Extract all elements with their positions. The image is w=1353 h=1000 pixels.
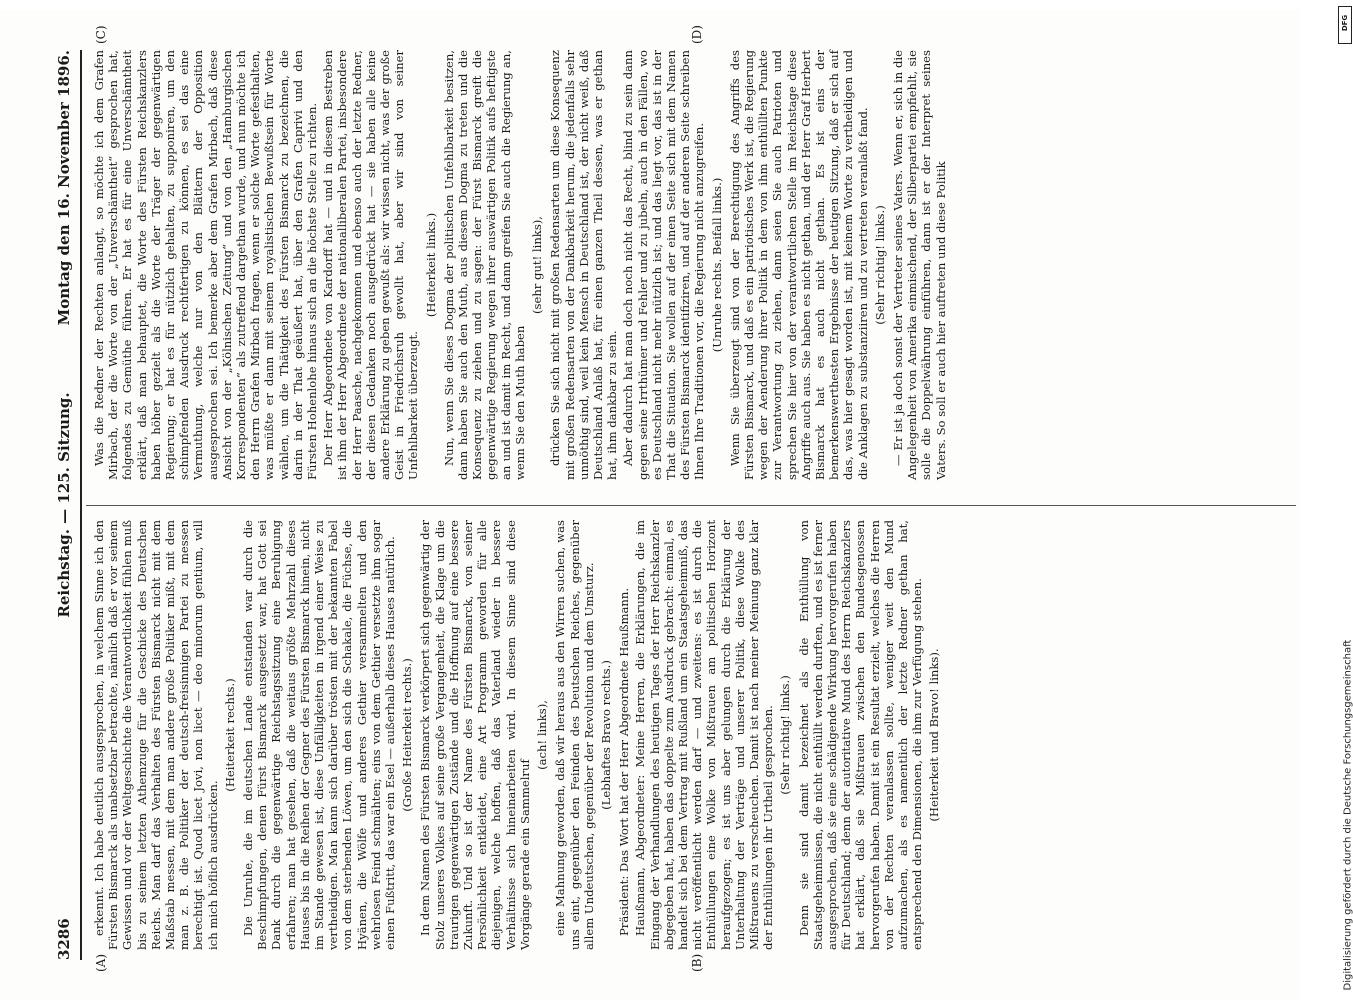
paragraph: Was die Redner der Rechten anlangt, so möchte ich dem Grafen Mirbach, der die Worte von der „Unverschämtheit“ gesprochen hat, folgendes zu Gemüthe führen. Er hat es für eine Unverschämtheit erklärt, daß man behauptet, die Worte des Fürsten Reichskanzlers haben höher gezielt als die Worte der Träger der gegenwärtigen Regierung; er hat es für nützlich gehalten, zu supponiren, um den schimpfenden Ausdruck rechtfertigen zu können, es sei das eine Vermuthung, welche nur von den Blättern der Opposition ausgesprochen sei. Ich bemerke aber dem Grafen Mirbach, daß diese Ansicht von der „Kölnischen Zeitung“ und von den „Hamburgischen Korrespondenten“ als zutreffend dargethan wurde, und nun möchte ich den Herrn Grafen Mirbach fragen, wenn er solche Worte gefesthalten, was müßte er dann mit seinem royalistischen Bewußtsein für Worte wählen, um die Thätigkeit des Fürsten Bismarck zu bezeichnen, die darin in der That geäußert hat, über den Grafen Caprivi und den Fürsten Hohenlohe hinaus sich an die höchste Stelle zu richten. bbox=[92, 50, 320, 480]
margin-label-a: (A) bbox=[94, 953, 108, 972]
interjection: (Unruhe rechts. Beifall links.) bbox=[709, 177, 724, 353]
paragraph: Präsident: Das Wort hat der Herr Abgeordnete Haußmann. bbox=[617, 587, 632, 936]
paragraph: Denn sie sind damit bezeichnet als die Enthüllung von Staatsgeheimnissen, die nicht enthüllt werden durften, und es ist ferner ausgesprochen, daß sie eine schädigende Wirkung hervorgerufen haben für Deutschland; denn der autoritative Mund des Herrn Reichskanzlers hat erklärt, daß sie Mißtrauen zwischen den Bundesgenossen hervorgerufen haben. Damit ist ein Resultat erzielt, welches die Herren von der Rechten veranlassen sollte, weniger weit den Mund aufzumachen, als es namentlich der letzte Redner gethan hat, entsprechend den Dimensionen, die ihm zur Verfügung stehen. bbox=[796, 520, 925, 950]
funding-note bbox=[1343, 560, 1353, 990]
margin-label-c: (C) bbox=[94, 25, 108, 44]
paragraph: Haußmann, Abgeordneter: Meine Herren, die Erklärungen, die im Eingang der Verhandlungen des heutigen Tages der Herr Reichskanzler abgegeben hat, haben das doppelte zum Ausdruck gebracht: einmal, es handelt sich bei dem Vertrag mit Rußland um ein Staatsgeheimniß, das nicht veröffentlicht werden darf — und zweitens: es ist durch die Enthüllungen eine Wolke von Mißtrauen am politischen Horizont heraufgezogen; es ist uns aber gelungen durch die Erklärung der Unterhaltung der Verträge und unserer Politik, diese Wolke des Mißtrauens zu verscheuchen. Damit ist nach meiner Meinung ganz klar der Enthüllungen ihr Urtheil gesprochen. bbox=[633, 520, 776, 950]
page-number: 3286 bbox=[55, 918, 73, 960]
paragraph: eine Mahnung geworden, daß wir heraus aus den Wirren suchen, was uns eint, gegenüber den Feinden des Deutschen Reiches, gegenüber allem Undeutschen, gegenüber der Revolution und dem Umsturz. bbox=[553, 520, 596, 950]
interjection: (ach! links), bbox=[535, 700, 550, 770]
interjection: (Sehr richtig! links.) bbox=[872, 205, 887, 325]
margin-label-b: (B) bbox=[690, 953, 704, 972]
paragraph: Der Herr Abgeordnete von Kardorff hat — und in diesem Bestreben ist ihm der Herr Abgeordnete der nationalliberalen Partei, insbesondere der Herr Paasche, nachgekommen und ebenso auch der letzte Redner, der diesen Gedanken noch ausgedrückt hat — sie haben alle keine andere Erklärung zu geben gewußt als: wir wissen nicht, was der große Geist in Friedrichsruh gewollt hat, aber wir sind von seiner Unfehlbarkeit überzeugt. bbox=[321, 50, 421, 480]
interjection: (sehr gut! links), bbox=[530, 216, 545, 314]
dfg-logo bbox=[1338, 6, 1352, 44]
right-column bbox=[92, 50, 950, 480]
page-header bbox=[55, 50, 79, 960]
paragraph: erkennt. Ich habe deutlich ausgesprochen, in welchem Sinne ich den Fürsten Bismarck als unabsetzbar betrachte, nämlich daß er vor seinem Gewissen und vor der Weltgeschichte die Verantwortlichkeit fühlen muß bis zu seinem letzten Athemzuge für die Geschicke des Deutschen Reichs. Man darf das Verhalten des Fürsten Bismarck nicht mit dem Maßstab messen, mit dem man andere große Politiker mißt, mit dem man z. B. die Politiker der deutsch-freisinnigen Partei zu messen berechtigt ist. Quod licet Jovi, non licet — deo minorum gentium, will ich mich höflich ausdrücken. bbox=[92, 520, 220, 950]
interjection: (Sehr richtig! links.) bbox=[778, 675, 793, 795]
interjection: (Lebhaftes Bravo rechts.) bbox=[598, 660, 613, 810]
paragraph: Aber dadurch hat man doch noch nicht das Recht, blind zu sein dann gegen seine Irrthümer und Fehler und zu jubeln, auch in den Fällen, wo es Deutschland nicht mehr nützlich ist; und das liegt vor, das ist in der That die Situation. Sie wollen auf der einen Seite sich mit dem Namen des Fürsten Bismarck identifiziren, und auf der anderen Seite schreiben Ihnen Ihre Traditionen vor, die Regierung nicht anzugreifen. bbox=[621, 50, 707, 480]
left-column bbox=[92, 520, 946, 950]
margin-label-d: (D) bbox=[690, 25, 704, 44]
paragraph: drücken Sie sich nicht mit großen Redensarten um diese Konsequenz mit großen Redensarten von der Dankbarkeit herum, die jedenfalls sehr unnöthig sind, weil kein Mensch in Deutschland ist, der nicht weiß, daß Deutschland Anlaß hat, für einen ganzen Theil dessen, was er gethan hat, ihm dankbar zu sein. bbox=[548, 50, 620, 480]
paragraph: In dem Namen des Fürsten Bismarck verkörpert sich gegenwärtig der Stolz unseres Volkes auf seine große Vergangenheit, die Klage um die traurigen gegenwärtigen Zustände und die Hoffnung auf eine bessere Zukunft. Und so ist der Name des Fürsten Bismarck, von seiner Persönlichkeit entkleidet, eine Art Programm geworden für alle diejenigen, welche hoffen, daß das Vaterland wieder in bessere Verhältnisse sich hineinarbeiten wird. In diesem Sinne sind diese Vorgänge gerade ein Sammelruf bbox=[418, 520, 532, 950]
interjection: (Große Heiterkeit rechts.) bbox=[400, 658, 415, 812]
interjection: (Heiterkeit rechts.) bbox=[222, 678, 237, 792]
header-rule bbox=[80, 50, 82, 960]
paragraph: Wenn Sie überzeugt sind von der Berechtigung des Angriffs des Fürsten Bismarck, und daß es ein patriotisches Werk ist, die Regierung wegen der Aenderung ihrer Politik in dem von ihm enthüllten Punkte zur Verantwortung zu ziehen, dann seien Sie auch Patrioten und sprechen Sie hier von der verantwortlichen Stelle im Reichstage diese Angriffe auch aus. Sie haben es nicht gethan, und der Herr Graf Herbert Bismarck hat es auch nicht gethan. Es ist eins der bemerkenswerthesten Ergebnisse der heutigen Sitzung, daß er sich auf das, was hier gesagt worden ist, mit keinem Worte zu vertheidigen und die Anklagen zu substanziiren und zu vertreten veranlaßt fand. bbox=[727, 50, 870, 480]
scanned-page bbox=[0, 10, 1300, 1000]
paragraph: Nun, wenn Sie dieses Dogma der politischen Unfehlbarkeit besitzen, dann haben Sie auch den Muth, aus diesem Dogma zu treten und die Konsequenz zu ziehen und zu sagen: der Fürst Bismarck greift die gegenwärtige Regierung wegen ihrer auswärtigen Politik aufs heftigste an und ist damit im Recht, und dann greifen Sie auch die Regierung an, wenn Sie den Muth haben bbox=[441, 50, 527, 480]
session-title: Reichstag. — 125. Sitzung. bbox=[55, 392, 73, 618]
paragraph: Die Unruhe, die im deutschen Lande entstanden war durch die Beschimpfungen, denen Fürst Bismarck ausgesetzt war, hat Gott sei Dank durch die gegenwärtige Reichstagssitzung eine Beruhigung erfahren; man hat gesehen, daß die weitaus größte Mehrzahl dieses Hauses bis in die Reihen der Gegner des Fürsten Bismarck hinein, nicht im Stande gewesen ist, diese Unfälligkeiten in irgend einer Weise zu vertheidigen. Man kann sich darüber trösten mit der bekannten Fabel von dem sterbenden Löwen, um den sich die Schakale, die Füchse, die Hyänen, die Wölfe und anderes Gethier versammelten und den wehrlosen Feind schmähten; eins von dem Gethier versetzte ihm sogar einen Fußtritt, das war ein Esel — außerhalb dieses Hauses natürlich. bbox=[241, 520, 398, 950]
dfg-logo-text: DFG bbox=[1341, 14, 1349, 32]
column-separator bbox=[86, 505, 1296, 506]
interjection: (Heiterkeit und Bravo! links). bbox=[927, 648, 942, 822]
session-date: Montag den 16. November 1896. bbox=[55, 50, 73, 326]
paragraph: — Er ist ja doch sonst der Vertreter seines Vaters. Wenn er, sich in die Angelegenheit von Amerika einmischend, der Silberpartei empfiehlt, sie solle die Doppelwährung einführen, dann ist er der Interpret seines Vaters. So soll er auch hier auftreten und diese Politik bbox=[890, 50, 948, 480]
interjection: (Heiterkeit links.) bbox=[423, 212, 438, 318]
funding-note-text: Digitalisierung gefördert durch die Deutsche Forschungsgemeinschaft bbox=[1342, 639, 1353, 991]
